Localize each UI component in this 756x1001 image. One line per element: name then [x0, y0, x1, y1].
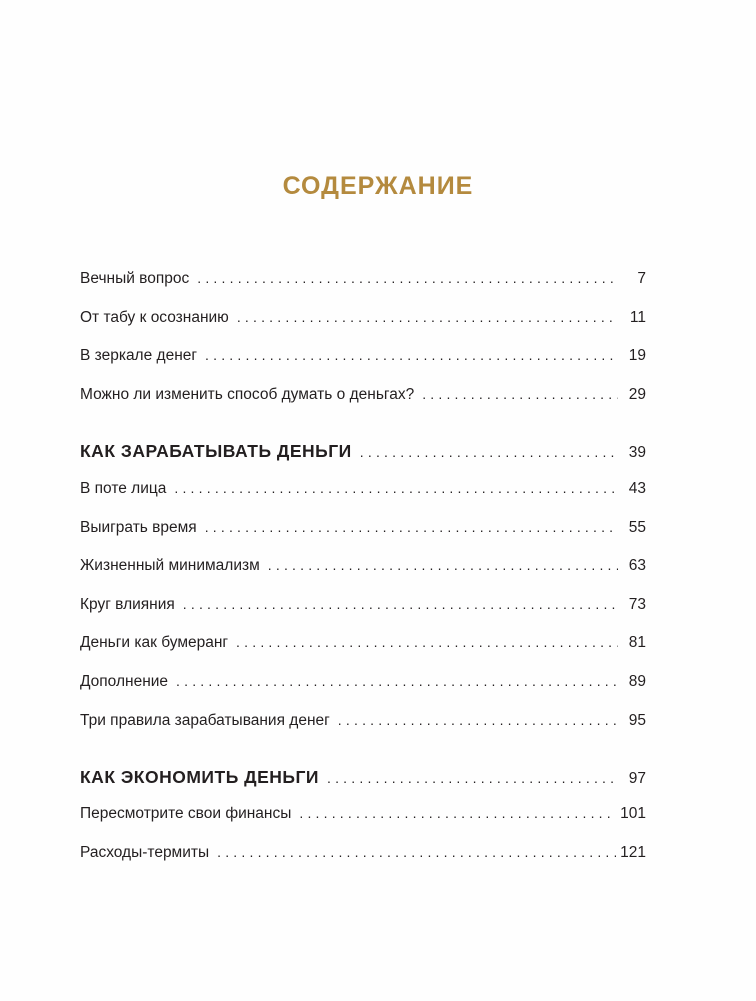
toc-page-number: 43	[628, 480, 646, 497]
dot-leader	[174, 480, 618, 496]
toc-page-number: 63	[628, 557, 646, 574]
toc-entry-label: Выиграть время	[80, 519, 197, 536]
toc-entry	[80, 270, 646, 294]
dot-leader	[360, 444, 618, 460]
toc-entry	[80, 557, 646, 581]
toc-page-number: 81	[628, 634, 646, 651]
toc-page-number: 73	[628, 596, 646, 613]
toc-page-number: 97	[628, 770, 646, 787]
toc-entry-label: Вечный вопрос	[80, 270, 190, 287]
dot-leader	[237, 309, 618, 325]
toc-entry	[80, 386, 646, 410]
dot-leader	[217, 844, 616, 860]
toc-entry	[80, 712, 646, 736]
dot-leader	[197, 270, 618, 286]
toc-page-number: 19	[628, 347, 646, 364]
toc-entry-label: В зеркале денег	[80, 347, 198, 364]
toc-entry-label: Три правила зарабатывания денег	[80, 712, 330, 729]
dot-leader	[183, 596, 618, 612]
dot-leader	[176, 673, 618, 689]
toc-page-number: 95	[628, 712, 646, 729]
dot-leader	[299, 805, 616, 821]
page-title: СОДЕРЖАНИЕ	[282, 172, 474, 200]
dot-leader	[422, 386, 618, 402]
toc-entry	[80, 844, 646, 868]
toc-entry-label: В поте лица	[80, 480, 167, 497]
toc-page-number: 29	[628, 386, 646, 403]
toc-section-entry	[80, 441, 646, 465]
toc-entry	[80, 309, 646, 333]
toc-page-number: 55	[628, 519, 646, 536]
toc-entry	[80, 673, 646, 697]
toc-section-entry	[80, 767, 646, 791]
toc-entry	[80, 519, 646, 543]
toc-entry-label: Круг влияния	[80, 596, 175, 613]
toc-entry-label: Дополнение	[80, 673, 169, 690]
toc-entry	[80, 805, 646, 829]
toc-entry-label: Можно ли изменить способ думать о деньгах?	[80, 386, 415, 403]
toc-entry-label: КАК ЭКОНОМИТЬ ДЕНЬГИ	[80, 767, 319, 787]
dot-leader	[338, 712, 618, 728]
toc-page-number: 101	[620, 805, 646, 822]
toc-entry	[80, 596, 646, 620]
dot-leader	[327, 770, 618, 786]
toc-entry-label: Жизненный минимализм	[80, 557, 260, 574]
toc-entry	[80, 634, 646, 658]
toc-entry-label: КАК ЗАРАБАТЫВАТЬ ДЕНЬГИ	[80, 441, 352, 461]
toc-page-number: 39	[628, 444, 646, 461]
toc-entry-label: Деньги как бумеранг	[80, 634, 229, 651]
dot-leader	[205, 519, 618, 535]
toc-entry-label: Расходы-термиты	[80, 844, 210, 861]
toc-page-number: 89	[628, 673, 646, 690]
toc-entry-label: Пересмотрите свои финансы	[80, 805, 292, 822]
toc-page-number: 121	[620, 844, 646, 861]
toc-page-number: 7	[637, 270, 646, 287]
toc-page-number: 11	[629, 309, 646, 326]
dot-leader	[268, 557, 618, 573]
dot-leader	[205, 347, 618, 363]
toc-entry	[80, 480, 646, 504]
toc-entry	[80, 347, 646, 371]
toc-entry-label: От табу к осознанию	[80, 309, 229, 326]
dot-leader	[236, 634, 618, 650]
